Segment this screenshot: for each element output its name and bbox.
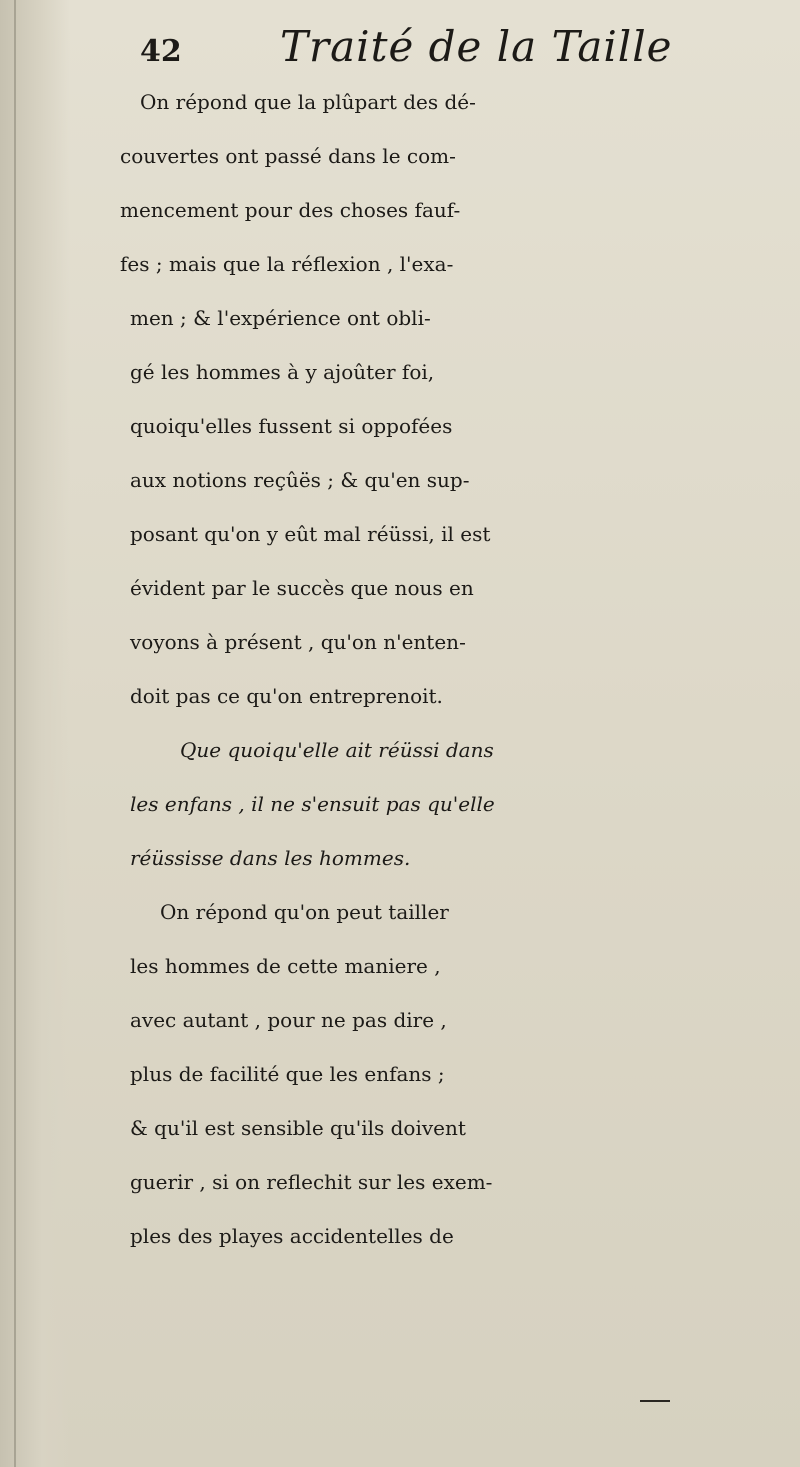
text-line: On répond que la plûpart des dé- xyxy=(140,90,476,114)
text-line: gé les hommes à y ajoûter foi, xyxy=(130,360,435,384)
text-line: les enfans , il ne s'ensuit pas qu'elle xyxy=(130,792,495,816)
text-line: réüssisse dans les hommes. xyxy=(130,846,411,870)
catchword-rule xyxy=(640,1400,670,1402)
text-line: les hommes de cette maniere , xyxy=(130,954,441,978)
text-line: ples des playes accidentelles de xyxy=(130,1224,454,1248)
text-line: fes ; mais que la réflexion , l'exa- xyxy=(120,252,454,276)
text-line: guerir , si on reflechit sur les exem- xyxy=(130,1170,493,1194)
text-line: évident par le succès que nous en xyxy=(130,576,474,600)
text-line: & qu'il est sensible qu'ils doivent xyxy=(130,1116,466,1140)
text-line: voyons à présent , qu'on n'enten- xyxy=(130,630,466,654)
text-line: couvertes ont passé dans le com- xyxy=(120,144,456,168)
running-title: Traité de la Taille xyxy=(280,22,673,71)
page-number: 42 xyxy=(140,34,182,69)
text-line: On répond qu'on peut tailler xyxy=(160,900,449,924)
page-gutter xyxy=(0,0,70,1467)
text-line: posant qu'on y eût mal réüssi, il est xyxy=(130,522,491,546)
text-line: aux notions reçûës ; & qu'en sup- xyxy=(130,468,470,492)
page-header xyxy=(120,22,760,72)
text-line: doit pas ce qu'on entreprenoit. xyxy=(130,684,443,708)
text-line: mencement pour des choses fauf- xyxy=(120,198,461,222)
text-line: plus de facilité que les enfans ; xyxy=(130,1062,445,1086)
text-line: men ; & l'expérience ont obli- xyxy=(130,306,431,330)
text-line: quoiqu'elles fussent si oppofées xyxy=(130,414,453,438)
body-text xyxy=(100,75,790,1263)
text-line: avec autant , pour ne pas dire , xyxy=(130,1008,447,1032)
text-line: Que quoiqu'elle ait réüssi dans xyxy=(180,738,494,762)
